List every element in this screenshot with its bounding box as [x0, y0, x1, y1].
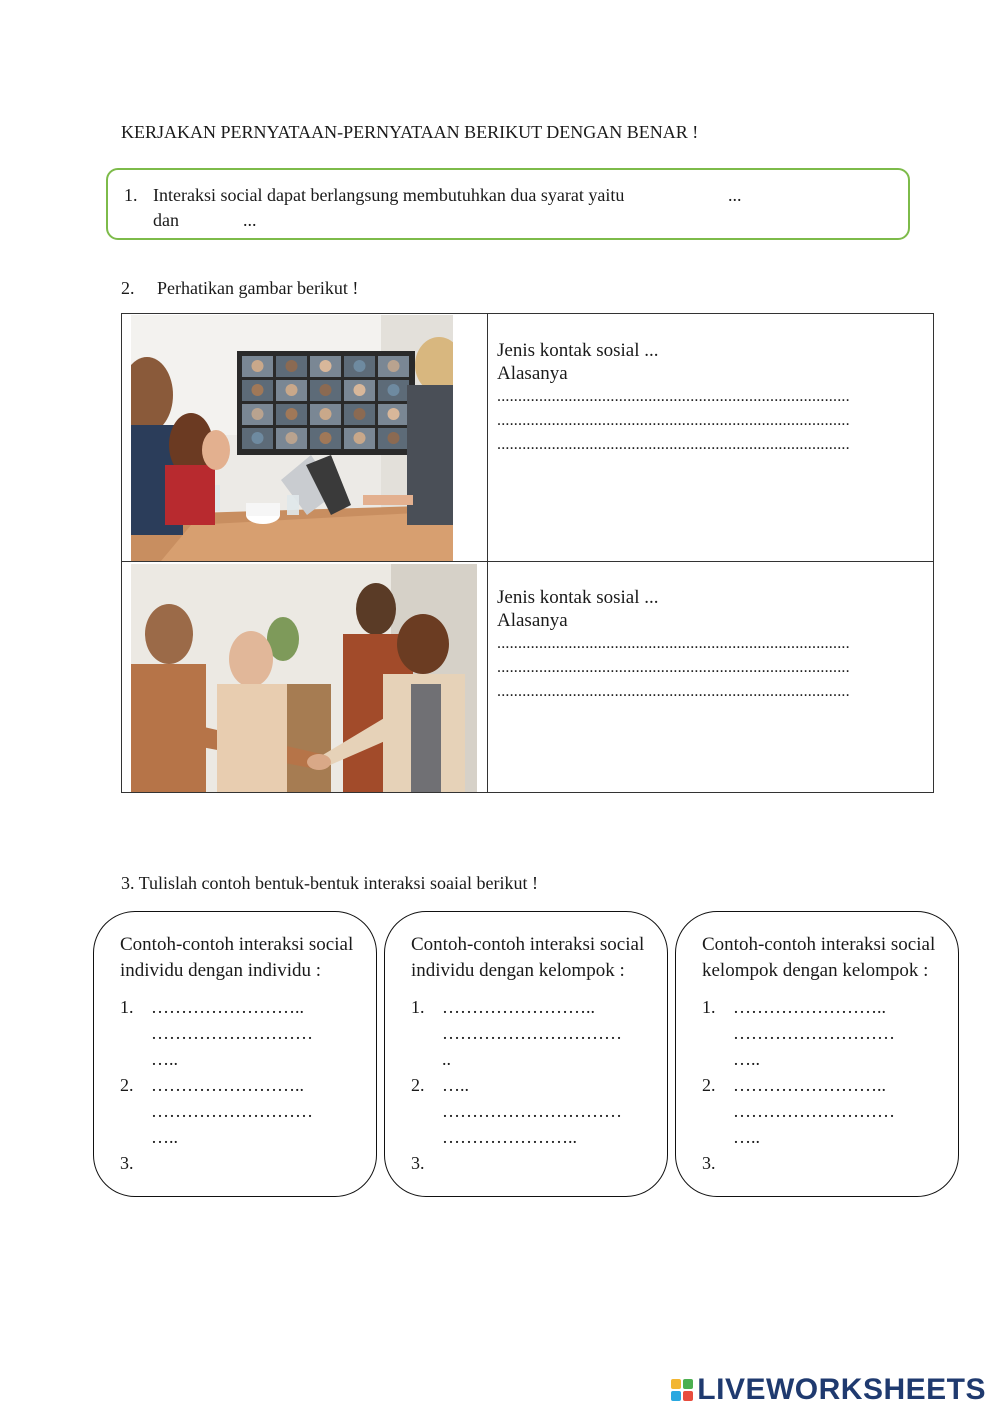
question-1-number: 1. — [124, 185, 138, 205]
question-2-number: 2. — [121, 278, 135, 298]
list-item[interactable] — [411, 1150, 651, 1176]
list-item[interactable] — [411, 1072, 651, 1150]
worksheet-heading: KERJAKAN PERNYATAAN-PERNYATAAN BERIKUT DENGAN BENAR ! — [121, 122, 699, 142]
list-item-answer[interactable] — [733, 1150, 942, 1176]
list-item-answer[interactable] — [151, 1150, 360, 1176]
answer-box-individu-individu — [93, 911, 377, 1197]
answer-list — [411, 994, 651, 1176]
question-1-text-line1: Interaksi social dapat berlangsung membutuhkan dua syarat yaitu — [153, 185, 625, 205]
list-item-answer[interactable]: …………………….. ………………………… .. — [442, 997, 622, 1069]
question-2-prompt: Perhatikan gambar berikut ! — [157, 278, 359, 298]
row-1-answer-line[interactable]: .................................................................................... — [497, 388, 850, 405]
answer-box-title: Contoh-contoh interaksi social kelompok dengan kelompok : — [702, 934, 936, 981]
list-item[interactable] — [702, 1150, 942, 1176]
row-2-reason-label: Alasanya — [497, 610, 568, 631]
list-item-answer[interactable]: …………………….. ……………………… ….. — [733, 997, 895, 1069]
list-item[interactable] — [120, 994, 360, 1072]
list-item[interactable] — [702, 994, 942, 1072]
row-2-answer-line[interactable]: .................................................................................... — [497, 635, 850, 652]
table-row-divider — [122, 561, 933, 562]
list-item-number: 2. — [120, 1075, 134, 1095]
list-item[interactable] — [702, 1072, 942, 1150]
table-column-divider — [487, 314, 488, 792]
row-1-answer-line[interactable]: .................................................................................... — [497, 436, 850, 453]
row-1-contact-type-label: Jenis kontak sosial ... — [497, 340, 659, 361]
list-item-answer[interactable]: …………………….. ……………………… ….. — [151, 997, 313, 1069]
row-2-contact-type-label: Jenis kontak sosial ... — [497, 587, 659, 608]
question-1-box — [106, 168, 910, 240]
row-2-answer-cell — [497, 586, 925, 704]
list-item[interactable] — [411, 994, 651, 1072]
row-2-answer-line[interactable]: .................................................................................... — [497, 659, 850, 676]
answer-list — [702, 994, 942, 1176]
list-item-number: 1. — [702, 997, 716, 1017]
row-2-answer-line[interactable]: .................................................................................... — [497, 683, 850, 700]
list-item-number: 3. — [411, 1153, 425, 1173]
liveworksheets-logo — [671, 1374, 986, 1406]
answer-box-title: Contoh-contoh interaksi social individu dengan individu : — [120, 934, 354, 981]
list-item[interactable] — [120, 1072, 360, 1150]
answer-box-kelompok-kelompok — [675, 911, 959, 1197]
list-item[interactable] — [120, 1150, 360, 1176]
row-1-answer-cell — [497, 339, 925, 457]
logo-text: LIVEWORKSHEETS — [697, 1373, 986, 1406]
question-1-text-line2: dan — [153, 210, 179, 230]
people-handshake-photo — [131, 564, 477, 792]
row-1-answer-line[interactable]: .................................................................................... — [497, 412, 850, 429]
question-2-table — [121, 313, 934, 793]
list-item-number: 3. — [702, 1153, 716, 1173]
list-item-answer[interactable]: ….. ………………………… ………………….. — [442, 1075, 622, 1147]
answer-box-individu-kelompok — [384, 911, 668, 1197]
logo-mark-icon — [671, 1379, 693, 1401]
answer-box-title: Contoh-contoh interaksi social individu dengan kelompok : — [411, 934, 645, 981]
row-1-reason-label: Alasanya — [497, 363, 568, 384]
list-item-number: 1. — [120, 997, 134, 1017]
video-conference-meeting-photo — [131, 315, 453, 561]
list-item-number: 1. — [411, 997, 425, 1017]
list-item-answer[interactable]: …………………….. ……………………… ….. — [733, 1075, 895, 1147]
list-item-number: 2. — [411, 1075, 425, 1095]
question-1-blank-2[interactable]: ... — [243, 210, 257, 230]
question-1-blank-1[interactable]: ... — [728, 185, 742, 205]
list-item-number: 3. — [120, 1153, 134, 1173]
question-3-prompt: 3. Tulislah contoh bentuk-bentuk interaksi soaial berikut ! — [121, 873, 538, 893]
answer-list — [120, 994, 360, 1176]
list-item-number: 2. — [702, 1075, 716, 1095]
list-item-answer[interactable]: …………………….. ……………………… ….. — [151, 1075, 313, 1147]
list-item-answer[interactable] — [442, 1150, 651, 1176]
